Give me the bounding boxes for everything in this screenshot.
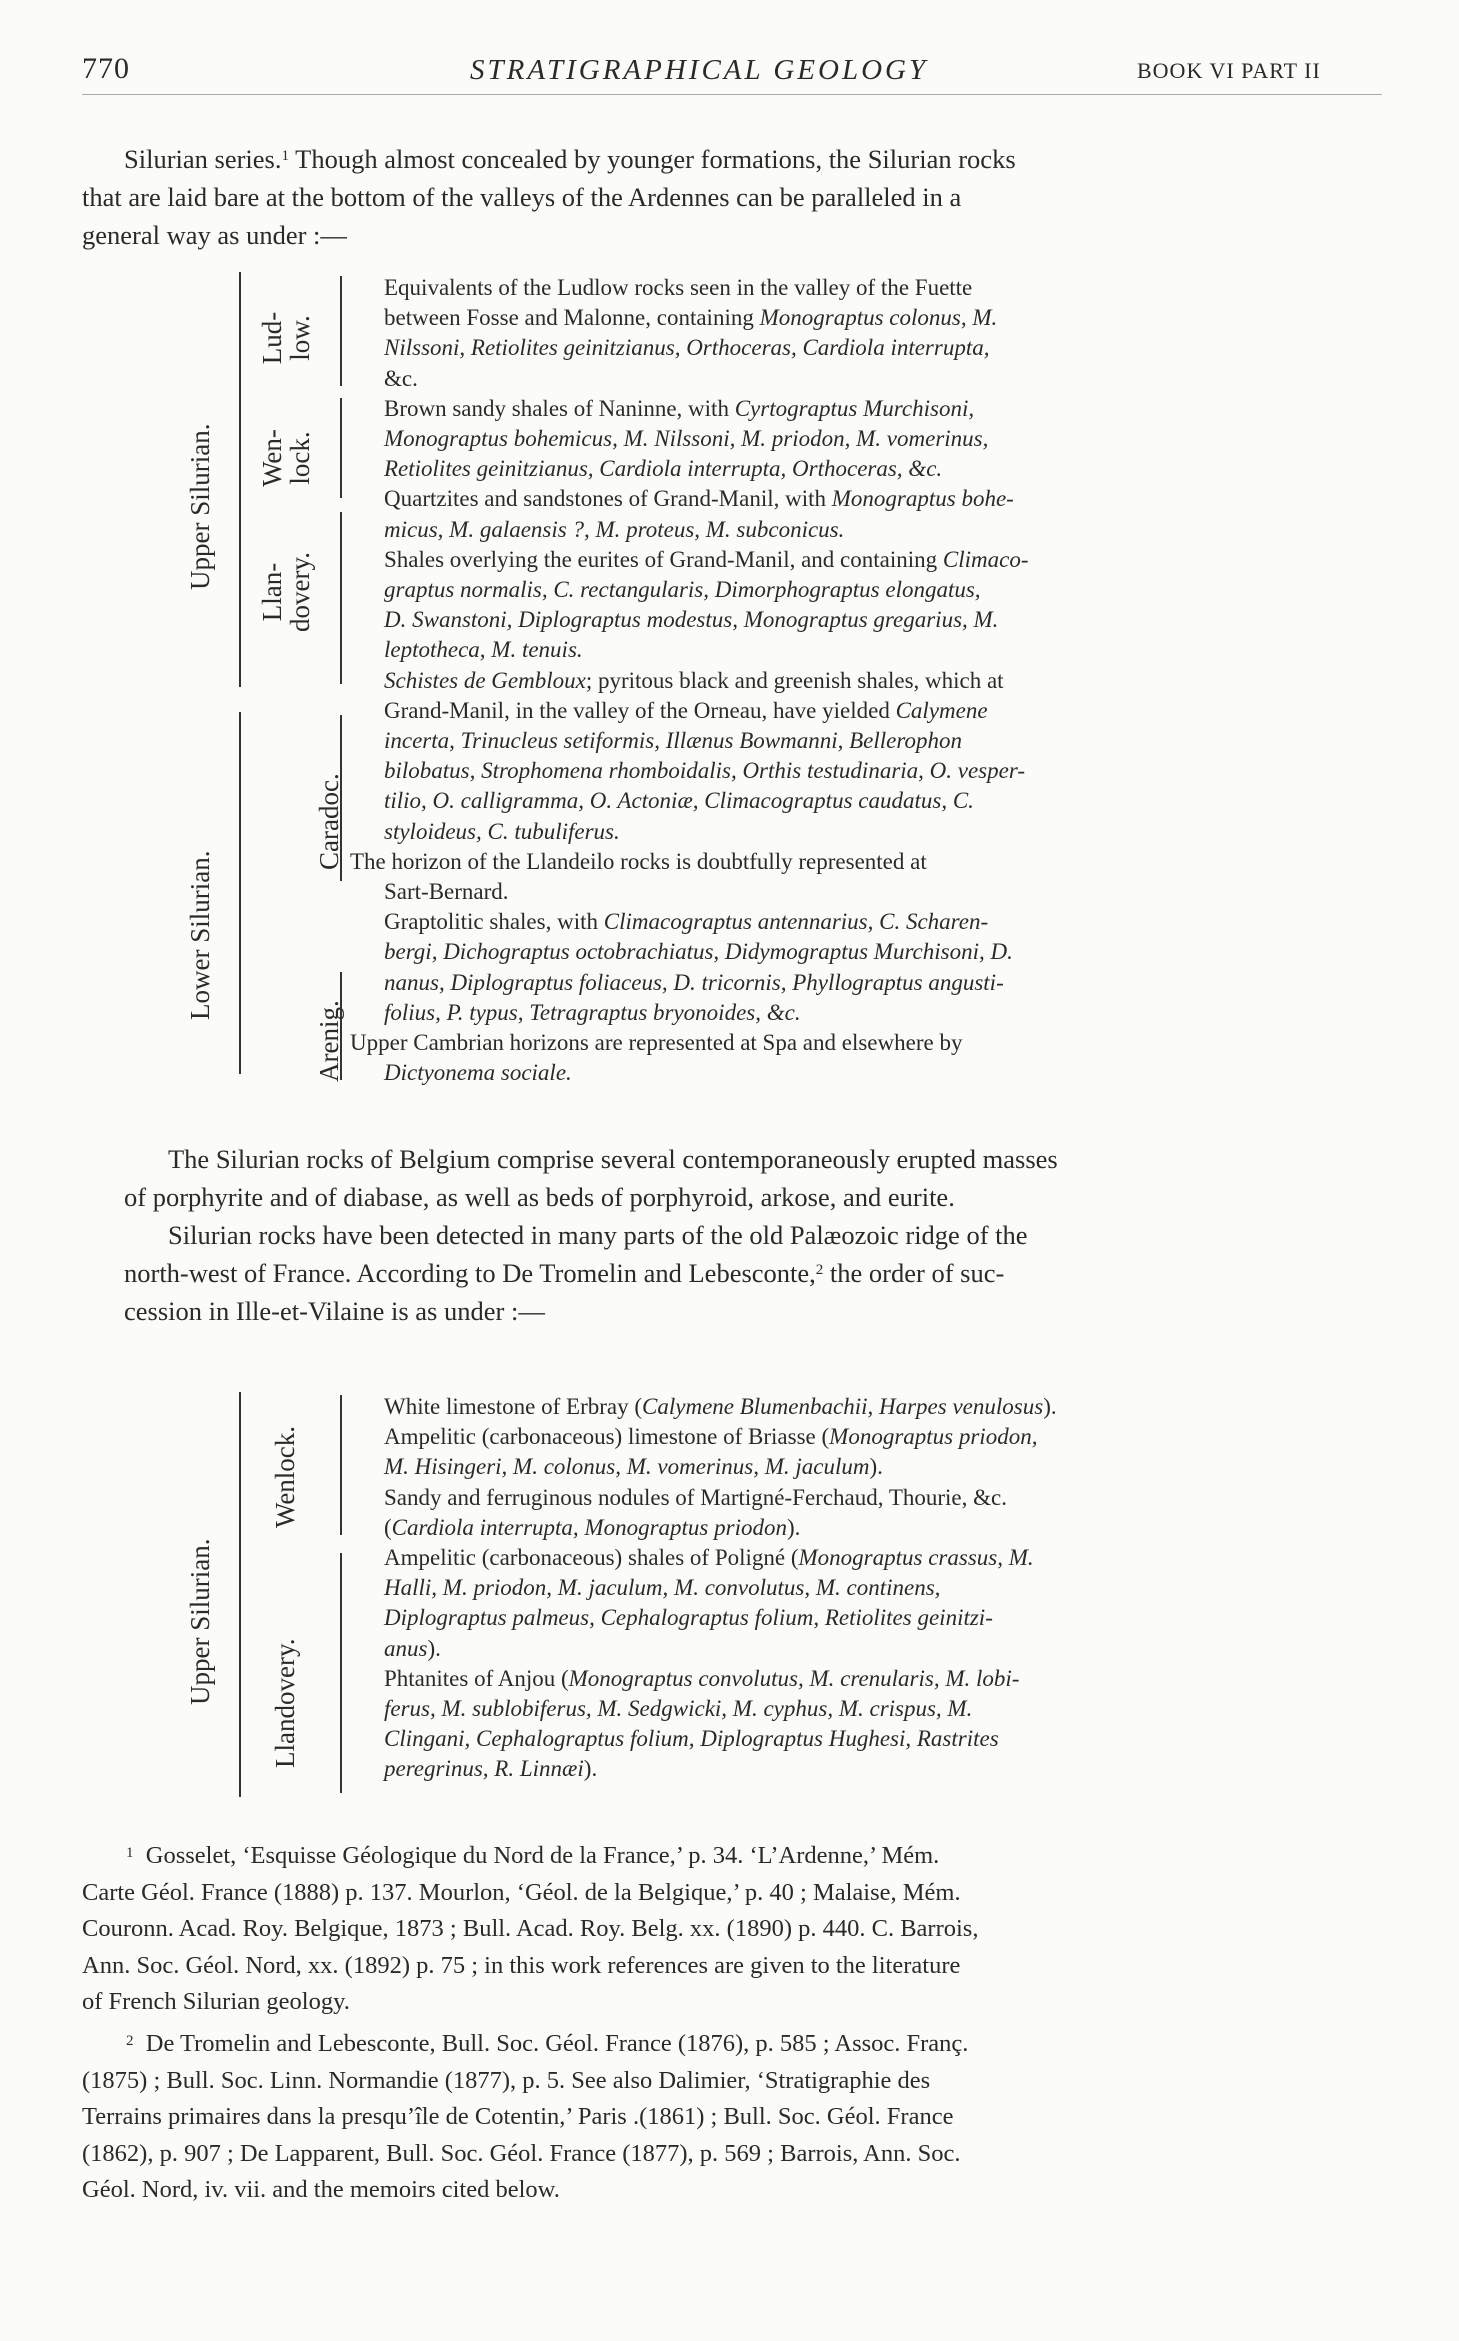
wenlock-label-2: Wenlock. (270, 1425, 300, 1528)
table-row: Nilssoni, Retiolites geinitzianus, Orthoceras, Cardiola interrupta, (384, 335, 990, 361)
table-row: nanus, Diplograptus foliaceus, D. tricornis, Phyllograptus angusti- (384, 969, 1004, 995)
table-row: between Fosse and Malonne, containing Monograptus colonus, M. (384, 305, 998, 331)
table-row: (Cardiola interrupta, Monograptus priodon). (384, 1514, 801, 1540)
book-part: BOOK VI PART II (1137, 58, 1321, 83)
footnote-line: Couronn. Acad. Roy. Belgique, 1873 ; Bull. Acad. Roy. Belg. xx. (1890) p. 440. C. Barrois, (82, 1915, 979, 1942)
table-row: Upper Cambrian horizons are represented at Spa and elsewhere by (350, 1030, 963, 1056)
footnote-line: (1875) ; Bull. Soc. Linn. Normandie (1877), p. 5. See also Dalimier, ‘Stratigraphie des (82, 2066, 931, 2094)
footnote-line: Carte Géol. France (1888) p. 137. Mourlon, ‘Géol. de la Belgique,’ p. 40 ; Malaise, Mém. (82, 1878, 961, 1906)
page-number: 770 (82, 52, 130, 85)
footnote-line: Terrains primaires dans la presqu’île de Cotentin,’ Paris .(1861) ; Bull. Soc. Géol. France (82, 2103, 954, 2130)
footnote-ref-1: 1 (281, 148, 289, 164)
table-row: tilio, O. calligramma, O. Actoniæ, Climacograptus caudatus, C. (384, 788, 974, 814)
lower-silurian-brace (239, 712, 241, 1074)
table-row: &c. (384, 365, 418, 391)
arenig-brace (340, 972, 342, 1080)
table-row: Halli, M. priodon, M. jaculum, M. convolutus, M. continens, (384, 1575, 941, 1601)
table-row: peregrinus, R. Linnæi). (384, 1756, 598, 1782)
table-row: Monograptus bohemicus, M. Nilssoni, M. priodon, M. vomerinus, (384, 426, 989, 452)
table-row: D. Swanstoni, Diplograptus modestus, Monograptus gregarius, M. (384, 607, 999, 633)
footnote-line: Géol. Nord, iv. vii. and the memoirs cited below. (82, 2176, 560, 2203)
table-row: Ampelitic (carbonaceous) limestone of Briasse (Monograptus priodon, (384, 1424, 1038, 1450)
footnote-ref-2: 2 (815, 1262, 824, 1278)
header-rule (82, 94, 1382, 95)
table-row: incerta, Trinucleus setiformis, Illænus Bowmanni, Bellerophon (384, 728, 962, 754)
wenlock-brace (340, 398, 342, 498)
caradoc-label: Caradoc. (314, 773, 344, 870)
llandovery-label-2: Llandovery. (270, 1638, 300, 1768)
footnote-line: $^2$ De Tromelin and Lebesconte, Bull. Soc. Géol. France (1876), p. 585 ; Assoc. Franç. (126, 2030, 969, 2057)
table-row: Graptolitic shales, with Climacograptus antennarius, C. Scharen- (384, 909, 989, 935)
running-title: STRATIGRAPHICAL GEOLOGY (470, 54, 929, 86)
table-row: Dictyonema sociale. (384, 1060, 572, 1086)
footnote-line: of French Silurian geology. (82, 1988, 350, 2015)
table-row: Sandy and ferruginous nodules of Martigné-Ferchaud, Thourie, &c. (384, 1484, 1007, 1510)
table-row: graptus normalis, C. rectangularis, Dimorphograptus elongatus, (384, 577, 981, 603)
upper-silurian-brace (239, 272, 241, 687)
llandovery-brace (340, 512, 342, 684)
table-row: bilobatus, Strophomena rhomboidalis, Orthis testudinaria, O. vesper- (384, 758, 1025, 784)
middle-line-3: Silurian rocks have been detected in many parts of the old Palæozoic ridge of the (168, 1220, 1028, 1250)
table-row: Equivalents of the Ludlow rocks seen in the valley of the Fuette (384, 275, 973, 300)
wenlock-label: Wen- lock. (257, 429, 315, 487)
table-2-lines (384, 1392, 1057, 1785)
intro-line-2: that are laid bare at the bottom of the valleys of the Ardennes can be paralleled in a (82, 182, 962, 212)
table-row: White limestone of Erbray (Calymene Blumenbachii, Harpes venulosus). (384, 1394, 1057, 1419)
table-row: Brown sandy shales of Naninne, with Cyrtograptus Murchisoni, (384, 395, 975, 421)
table-row: Clingani, Cephalograptus folium, Diplograptus Hughesi, Rastrites (384, 1726, 999, 1752)
table-row: Grand-Manil, in the valley of the Orneau, have yielded Calymene (384, 697, 988, 723)
middle-line-2: of porphyrite and of diabase, as well as beds of porphyroid, arkose, and eurite. (124, 1182, 955, 1212)
upper-silurian-label: Upper Silurian. (185, 423, 215, 590)
intro-line-1: Silurian series.$^1$ Though almost concealed by younger formations, the Silurian rocks (124, 144, 1016, 174)
intro-line-3: general way as under :— (82, 220, 347, 250)
table-row: M. Hisingeri, M. colonus, M. vomerinus, M. jaculum). (384, 1454, 883, 1480)
table-row: folius, P. typus, Tetragraptus bryonoides, &c. (384, 999, 801, 1025)
lower-silurian-label: Lower Silurian. (185, 850, 215, 1020)
llandovery-brace-2 (340, 1553, 342, 1793)
table-row: Ampelitic (carbonaceous) shales of Poligné (Monograptus crassus, M. (384, 1545, 1034, 1571)
table-row: Quartzites and sandstones of Grand-Manil, with Monograptus bohe- (384, 486, 1014, 512)
arenig-label: Arenig. (314, 1000, 344, 1082)
middle-line-5: cession in Ille-et-Vilaine is as under :— (124, 1296, 545, 1326)
middle-line-4: north-west of France. According to De Tromelin and Lebesconte,$^2$ the order of suc- (124, 1258, 1005, 1288)
footnote-line: $^1$ Gosselet, ‘Esquisse Géologique du Nord de la France,’ p. 34. ‘L’Ardenne,’ Mém. (126, 1842, 940, 1869)
table-1-lines (350, 273, 1029, 1088)
table-row: leptotheca, M. tenuis. (384, 637, 583, 663)
table-row: Phtanites of Anjou (Monograptus convolutus, M. crenularis, M. lobi- (384, 1665, 1020, 1691)
footnote-2 (82, 2026, 1382, 2209)
caradoc-brace (340, 715, 342, 881)
table-row: Retiolites geinitzianus, Cardiola interrupta, Orthoceras, &c. (384, 456, 943, 482)
table-row: ferus, M. sublobiferus, M. Sedgwicki, M. cyphus, M. crispus, M. (384, 1696, 973, 1722)
table-row: Shales overlying the eurites of Grand-Manil, and containing Climaco- (384, 546, 1029, 572)
table-row: Schistes de Gembloux; pyritous black and greenish shales, which at (384, 667, 1004, 693)
llandovery-label: Llan- dovery. (257, 552, 315, 632)
table-row: styloideus, C. tubuliferus. (384, 818, 620, 844)
footnote-1 (82, 1838, 1382, 2021)
ludlow-label: Lud- low. (257, 311, 315, 365)
table-row: The horizon of the Llandeilo rocks is doubtfully represented at (350, 848, 927, 874)
footnote-line: Ann. Soc. Géol. Nord, xx. (1892) p. 75 ; in this work references are given to the literature (82, 1951, 961, 1979)
footnote-line: (1862), p. 907 ; De Lapparent, Bull. Soc. Géol. France (1877), p. 569 ; Barrois, Ann. Soc. (82, 2139, 961, 2167)
table-row: bergi, Dichograptus octobrachiatus, Didymograptus Murchisoni, D. (384, 939, 1013, 965)
table-row: Diplograptus palmeus, Cephalograptus folium, Retiolites geinitzi- (384, 1605, 993, 1631)
ludlow-brace (340, 276, 342, 386)
wenlock-brace-2 (340, 1395, 342, 1535)
middle-line-1: The Silurian rocks of Belgium comprise several contemporaneously erupted masses (168, 1144, 1058, 1174)
upper-silurian-brace-2 (239, 1392, 241, 1797)
table-row: Sart-Bernard. (384, 879, 509, 905)
upper-silurian-label-2: Upper Silurian. (185, 1538, 215, 1705)
table-row: micus, M. galaensis ?, M. proteus, M. subconicus. (384, 516, 845, 542)
table-row: anus). (384, 1635, 441, 1661)
